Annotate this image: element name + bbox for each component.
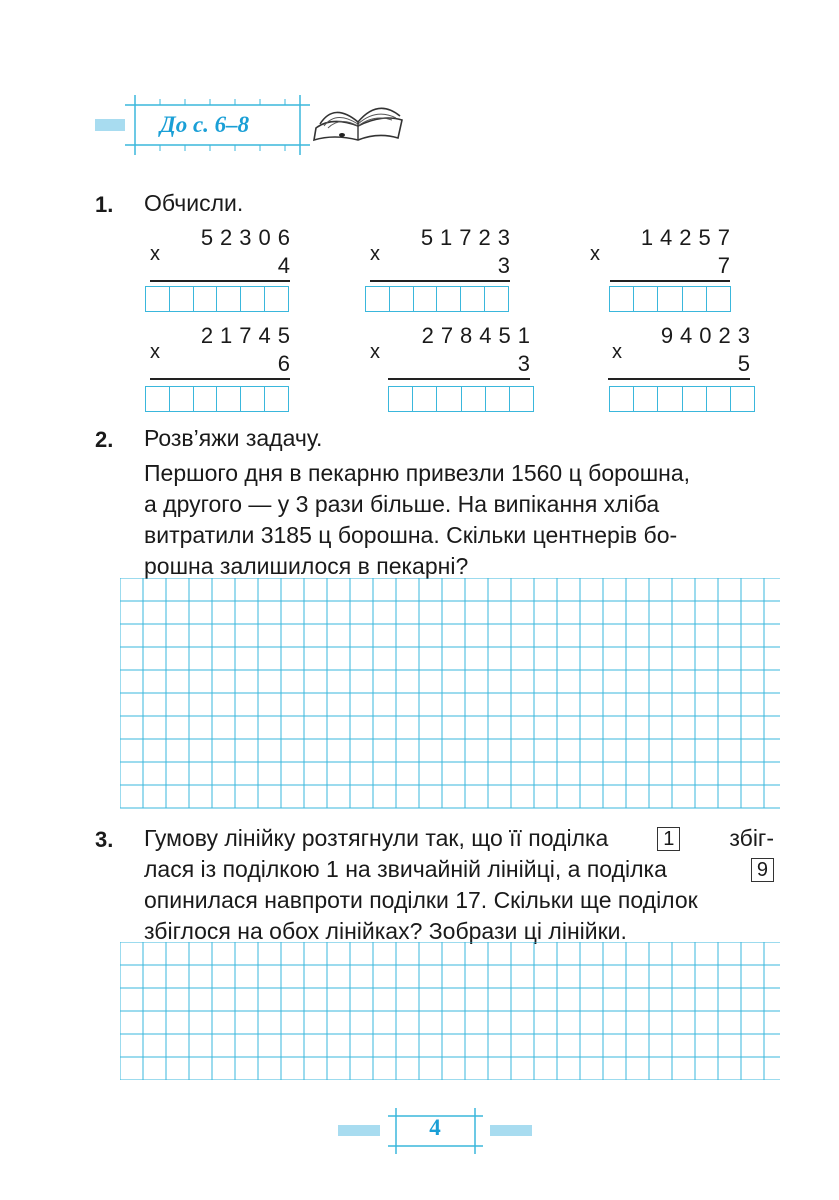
header-bar-left (95, 119, 125, 131)
grid-area[interactable] (120, 578, 780, 810)
answer-boxes[interactable] (609, 286, 731, 312)
multiplier: 3 (497, 253, 510, 278)
footer-bar-left (338, 1125, 380, 1136)
result-line (610, 280, 730, 282)
answer-boxes[interactable] (609, 386, 755, 412)
multiplicand: 94023 (660, 323, 757, 348)
task-title: Розв’яжи задачу. (144, 425, 323, 451)
multiply-sign: x (150, 341, 160, 363)
multiply-sign: x (150, 243, 160, 265)
multiplier: 3 (517, 351, 530, 376)
multiplicand: 21745 (200, 323, 297, 348)
multiply-sign: x (370, 243, 380, 265)
task-number: 1. (95, 192, 114, 217)
task-title: Обчисли. (144, 190, 244, 216)
result-line (150, 280, 290, 282)
text-line: опинилася навпроти поділки 17. Скільки ще поділок (144, 887, 698, 913)
grid-area[interactable] (120, 942, 780, 1080)
multiplier: 5 (737, 351, 750, 376)
answer-boxes[interactable] (145, 386, 289, 412)
result-line (388, 378, 530, 380)
text-line: збіглося на обох лінійках? Зобрази ці лінійки. (144, 918, 627, 944)
result-line (370, 280, 510, 282)
multiplicand: 52306 (200, 225, 297, 250)
task-number: 3. (95, 827, 114, 852)
text-fragment: Гумову лінійку розтягнули так, що її поділка (144, 825, 609, 851)
task-text (144, 458, 774, 582)
answer-boxes[interactable] (388, 386, 534, 412)
text-line: рошна залишилося в пекарні? (144, 553, 469, 579)
ruler-mark-box: 1 (657, 827, 680, 851)
answer-boxes[interactable] (145, 286, 289, 312)
text-line (144, 823, 774, 854)
multiply-sign: x (370, 341, 380, 363)
multiplicand: 51723 (420, 225, 517, 250)
text-line: витратили 3185 ц борошна. Скільки центнерів бо- (144, 522, 678, 548)
text-fragment: лася із поділкою 1 на звичайній лінійці, а поділка (144, 856, 667, 882)
footer-bar-right (490, 1125, 532, 1136)
result-line (150, 378, 290, 380)
multiplicand: 14257 (640, 225, 737, 250)
multiplier: 6 (277, 351, 290, 376)
multiply-sign: x (612, 341, 622, 363)
multiplier: 7 (717, 253, 730, 278)
text-line: Першого дня в пекарню привезли 1560 ц борошна, (144, 460, 691, 486)
answer-boxes[interactable] (365, 286, 509, 312)
result-line (608, 378, 750, 380)
multiplier: 4 (277, 253, 290, 278)
text-fragment: збіг- (729, 825, 774, 851)
header-title: До с. 6–8 (160, 112, 250, 137)
book-icon (312, 98, 407, 148)
multiply-sign: x (590, 243, 600, 265)
task-number: 2. (95, 427, 114, 452)
text-line (144, 854, 774, 885)
task-text (144, 823, 774, 947)
multiplicand: 278451 (421, 323, 537, 348)
text-line: а другого — у 3 рази більше. На випікання хліба (144, 491, 660, 517)
page-number: 4 (429, 1115, 441, 1140)
ruler-mark-box: 9 (751, 858, 774, 882)
